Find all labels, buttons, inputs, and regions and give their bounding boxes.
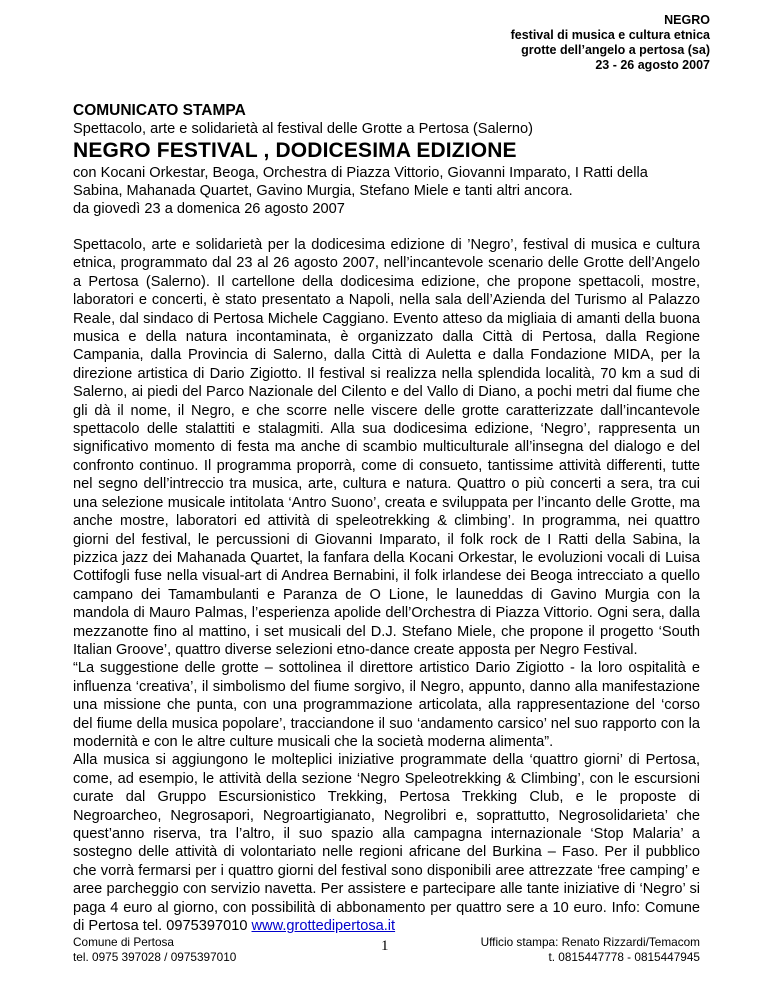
footer-organization: Comune di Pertosa: [73, 935, 174, 949]
header-dates: 23 - 26 agosto 2007: [595, 58, 710, 72]
header-festival-tagline: festival di musica e cultura etnica: [510, 28, 710, 42]
footer-press-office: Ufficio stampa: Renato Rizzardi/Temacom: [480, 935, 700, 949]
intro-lineup: con Kocani Orkestar, Beoga, Orchestra di Piazza Vittorio, Giovanni Imparato, I Ratti della Sabina, Mahanada Quartet, Gavino Murgia, Stefano Miele e tanti altri ancora.: [73, 165, 648, 199]
website-link[interactable]: www.grottedipertosa.it: [251, 918, 396, 935]
document-headline: NEGRO FESTIVAL , DODICESIMA EDIZIONE: [73, 139, 517, 162]
footer-phone: tel. 0975 397028 / 0975397010: [73, 950, 237, 964]
document-header: [511, 13, 710, 73]
paragraph-3-text: Alla musica si aggiungono le molteplici iniziative programmate della ‘quattro giorni’ di Pertosa, come, ad esempio, le attività della sezione ‘Negro Speleotrekking & Climbing’, con le escursioni curate dal Gruppo Escursionistico Trekking, Pertosa Trekking Club, e le proposte di Negroarcheo, Negrosapori, Negroartigianato, Negrolibri e, soprattutto, Negrosolidarieta’ che quest’anno riserva, tra l’altro, il suo spazio alla campagna internazionale ‘Stop Malaria’ a sostegno delle attività di volontariato nelle regioni africane del Burkina – Faso. Per il pubblico che vorrà fermarsi per i quattro giorni del festival sono disponibili aree attrezzate ‘free camping’ e aree parcheggio con servizio navetta. Per assistere e partecipare alle tante iniziative di ‘Negro’ si paga 4 euro al giorno, con possibilità di abbonamento per quattro sere a 10 euro. Info: Comune di Pertosa tel. 0975397010: [73, 752, 700, 935]
document-label: COMUNICATO STAMPA: [73, 102, 246, 119]
paragraph-2: “La suggestione delle grotte – sottolinea il direttore artistico Dario Zigiotto - la loro ospitalità e influenza ‘creativa’, il simbolismo del fiume sorgivo, il Negro, appunto, danno alla manifestazione una missione che punta, con una programmazione articolata, alla rappresentazione del ‘corso del fiume della musica popolare’, tracciandone il suo ‘andamento carsico’ nel suo rapporto con la modernità e con le altre culture musicali che la società moderna alimenta”.: [73, 660, 700, 750]
footer-right: [481, 935, 700, 965]
intro-dates: da giovedì 23 a domenica 26 agosto 2007: [73, 201, 345, 217]
press-release-body: [73, 102, 700, 935]
document-footer: [73, 935, 700, 975]
header-venue: grotte dell’angelo a pertosa (sa): [521, 43, 710, 57]
page-number: 1: [381, 938, 389, 954]
article-text: [73, 236, 700, 935]
header-festival-name: NEGRO: [664, 13, 710, 27]
intro-block: [73, 164, 700, 218]
document-subtitle: Spettacolo, arte e solidarietà al festival delle Grotte a Pertosa (Salerno): [73, 121, 533, 137]
footer-left: [73, 935, 236, 965]
footer-press-phone: t. 0815447778 - 0815447945: [548, 950, 700, 964]
paragraph-1: Spettacolo, arte e solidarietà per la dodicesima edizione di ’Negro’, festival di musica e cultura etnica, programmato dal 23 al 26 agosto 2007, nell’incantevole scenario delle Grotte dell’Angelo a Pertosa (Salerno). Il cartellone della dodicesima edizione, che propone spettacoli, mostre, laboratori e concerti, è stato presentato a Napoli, nella sala dell’Azienda del Turismo al Palazzo Reale, dal sindaco di Pertosa Michele Caggiano. Evento atteso da migliaia di amanti della buona musica e della natura incontaminata, è organizzato dalla Città di Pertosa, dalla Regione Campania, dalla Provincia di Salerno, dalla Città di Auletta e dalla Fondazione MIDA, per la direzione artistica di Dario Zigiotto. Il festival si realizza nella splendida località, 70 km a sud di Salerno, ai piedi del Parco Nazionale del Cilento e del Vallo di Diano, a pochi metri dal fiume che gli dà il nome, il Negro, e che scorre nelle viscere delle grotte caratterizzate dall’incantevole spettacolo delle stalattiti e stalagmiti. Alla sua dodicesima edizione, ‘Negro’, rappresenta un significativo momento di festa ma anche di scambio multiculturale all’insegna del dialogo e del confronto continuo. Il programma proporrà, come di consueto, tantissime attività differenti, tutte nel segno dell’intreccio tra musica, arte, cultura e natura. Quattro o più concerti a sera, tra cui una selezione musicale intitolata ‘Antro Suono’, creata e sviluppata per l’incanto delle Grotte, ma anche mostre, laboratori ed attività di speleotrekking & climbing’. In programma, nei quattro giorni del festival, le percussioni di Giovanni Imparato, il folk rock de I Ratti della Sabina, la pizzica jazz dei Mahanada Quartet, la fanfara della Kocani Orkestar, le evoluzioni vocali di Luisa Cottifogli fuse nella visual-art di Andrea Bernabini, il folk irlandese dei Beoga intrecciato a quello campano dei Tamambulanti e Paranza de O Lione, le launeddas di Gavino Murgia con la mandola di Mauro Palmas, l’esperienza apolide dell’Orchestra di Piazza Vittorio. Ogni sera, dalla mezzanotte fino al mattino, i set musicali del D.J. Stefano Miele, che propone il progetto ‘South Italian Groove’, quattro diverse selezioni etno-dance create apposta per Negro Festival.: [73, 237, 700, 658]
paragraph-3: [73, 751, 700, 935]
